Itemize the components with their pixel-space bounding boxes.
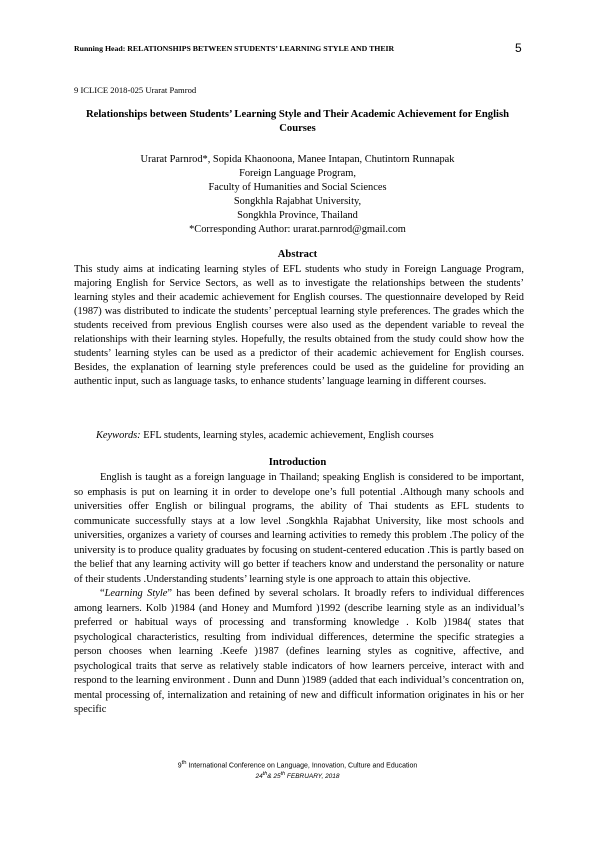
author-university: Songkhla Rajabhat University, — [233, 196, 362, 207]
footer-sup-2: th — [280, 771, 286, 777]
footer-conference — [70, 760, 525, 769]
keywords — [96, 430, 434, 441]
introduction-body — [74, 471, 524, 718]
paper-id: 9 ICLICE 2018-025 Urarat Pamrod — [74, 85, 197, 95]
corresponding-author: *Corresponding Author: urarat.parnrod@gmail.com — [189, 224, 406, 235]
abstract-text: This study aims at indicating learning styles of EFL students who study in Foreign Language Program, majoring English for Service Sectors, as well as to investigate the relationships between the students’ learning styles and their academic achievement for English courses. The questionnaire developed by Reid (1987) was distributed to indicate the students’ perceptual learning style preferences. The grades which the students received from previous English courses were also used as the dependent variable to reveal the relationships with their learning styles. Hopefully, the results obtained from the study could show how the students’ learning styles can be used as a predictor of their academic achievement for English courses. Besides, the explanation of learning style preferences could be used as the guideline for providing an authentic input, such as language tasks, to enhance students’ language learning in different courses. — [74, 264, 524, 387]
author-names: Urarat Parnrod*, Sopida Khaonoona, Manee Intapan, Chutintorn Runnapak — [140, 154, 455, 165]
footer-date — [70, 771, 525, 780]
footer-day-1: 24 — [255, 773, 263, 781]
quote-open: “ — [100, 588, 105, 599]
author-province: Songkhla Province, Thailand — [237, 210, 358, 221]
introduction-heading: Introduction — [268, 457, 327, 468]
paragraph-2-text: ” has been defined by several scholars. It broadly refers to individual differences among learners. Kolb )1984 (and Honey and Mumford )1992 (describe learning style as an individual’s preferred or habitual ways of processing and transforming knowledge . Kolb )1984( states that psychological characteristics, resulting from individual differences, determine the specific strategies a person chooses when learning .Keefe )1987 (defines learning styles as cognitive, affective, and psychological traits that serve as relatively stable indicators of how learners perceive, interact with and respond to the learning environment . Dunn and Dunn )1989 (added that each individual’s concentration on, mental processing of, internalization and retaining of new and difficult information originates in his or her specific — [74, 588, 524, 715]
term-learning-style: Learning Style — [104, 588, 168, 599]
introduction-paragraph-2 — [74, 587, 524, 718]
abstract-heading: Abstract — [277, 249, 318, 260]
paper-title: Relationships between Students’ Learning Style and Their Academic Achievement for English Courses — [86, 109, 509, 134]
footer-num: 9 — [177, 762, 182, 770]
author-block — [70, 153, 525, 237]
running-head: Running Head: RELATIONSHIPS BETWEEN STUDENTS’ LEARNING STYLE AND THEIR — [74, 44, 395, 53]
page-number: 5 — [515, 41, 522, 55]
footer-sup-1: th — [262, 771, 268, 777]
keywords-label: Keywords: — [96, 430, 141, 441]
keywords-text: EFL students, learning styles, academic achievement, English courses — [140, 430, 434, 441]
author-program: Foreign Language Program, — [239, 168, 356, 179]
author-faculty: Faculty of Humanities and Social Sciences — [208, 182, 387, 193]
footer-day-2: & 25 — [267, 773, 281, 781]
introduction-paragraph-1: English is taught as a foreign language in Thailand; speaking English is considered to be important, so emphasis is put on learning it in order to develope one’s full potential .Although many schools and universities offer English or bilingual programs, the ability of Thai students as EFL students to communicate successfully stays at a low level .Songkhla Rajabhat University, like most schools and universities, organizes a variety of courses and learning activities to remedy this problem .The policy of the university is to produce quality graduates by focusing on student-centered education .This is partly based on the belief that any learning activity will go better if teachers know and understand the personality or nature of their students .Understanding students’ learning style is one approach to attain this objective. — [74, 472, 524, 585]
footer-conference-name: International Conference on Language, Innovation, Culture and Education — [186, 762, 418, 770]
footer-month-year: FEBRUARY, 2018 — [285, 773, 340, 781]
footer-sup: th — [181, 760, 187, 766]
